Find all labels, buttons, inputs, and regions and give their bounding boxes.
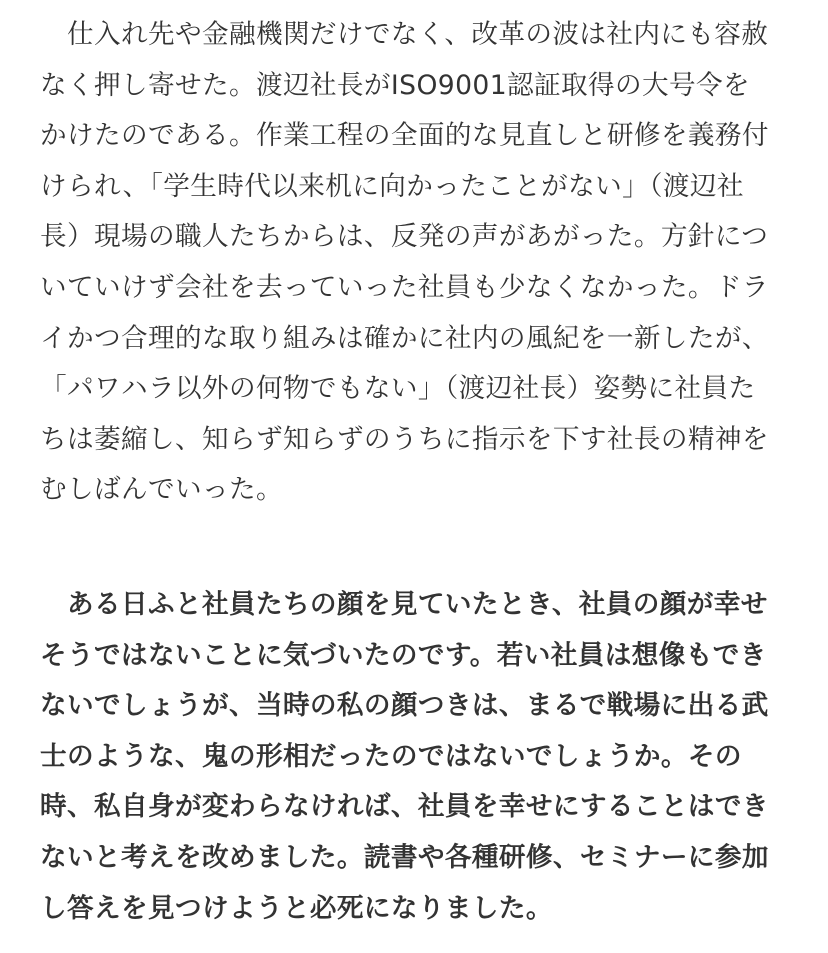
quote-paragraph: ある日ふと社員たちの顔を見ていたとき、社員の顔が幸せそうではないことに気づいたのです。若い社員は想像もできないでしょうが、当時の私の顔つきは、まるで戦場に出る武士のような、鬼の形相だったのではないでしょうか。その時、私自身が変わらなければ、社員を幸せにすることはできないと考えを改めました。読書や各種研修、セミナーに参加し答えを見つけようと必死になりました。 — [40, 588, 769, 924]
narrative-paragraph: 仕入れ先や金融機関だけでなく、改革の波は社内にも容赦なく押し寄せた。渡辺社長がISO9001認証取得の大号令をかけたのである。作業工程の全面的な見直しと研修を義務付けられ、「学生時代以来机に向かったことがない」（渡辺社長）現場の職人たちからは、反発の声があがった。方針についていけず会社を去っていった社員も少なくなかった。ドライかつ合理的な取り組みは確かに社内の風紀を一新したが、「パワハラ以外の何物でもない」（渡辺社長）姿勢に社員たちは萎縮し、知らず知らずのうちに指示を下す社長の精神をむしばんでいった。 — [40, 19, 769, 506]
article-body — [40, 10, 772, 934]
